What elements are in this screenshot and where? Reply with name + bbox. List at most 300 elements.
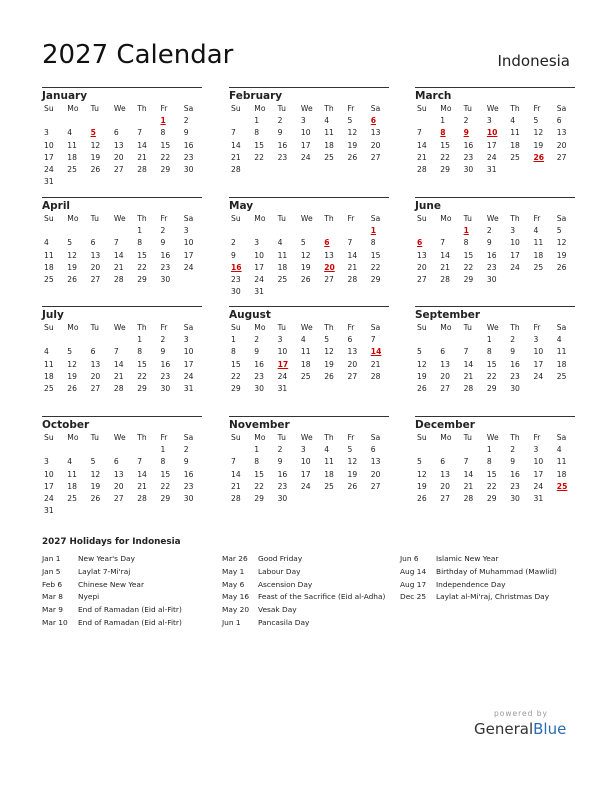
day-number: 11 [277, 250, 288, 260]
day-number: 28 [370, 371, 381, 381]
day-number: 1 [254, 445, 260, 455]
month-grid [229, 213, 389, 298]
day-number: 22 [137, 262, 147, 272]
day-number: 12 [67, 359, 77, 369]
weekday-header: Mo [254, 433, 266, 442]
day-number: 19 [347, 469, 358, 479]
day-number: 1 [440, 116, 446, 126]
month-name: January [42, 90, 88, 102]
day-number: 26 [67, 274, 77, 284]
day-number: 11 [510, 128, 520, 138]
weekday-header: Su [44, 323, 54, 332]
day-number: 20 [90, 262, 101, 272]
day-number: 8 [160, 128, 166, 138]
weekday-header: We [300, 214, 313, 223]
weekday-header: Mo [440, 104, 452, 113]
weekday-header: Tu [463, 433, 472, 442]
day-number: 19 [417, 371, 427, 381]
day-number: 23 [510, 481, 520, 491]
day-number: 29 [440, 164, 450, 174]
day-number: 15 [160, 140, 171, 150]
day-number: 22 [463, 262, 474, 272]
empty-cell [438, 334, 461, 346]
day-number: 2 [160, 335, 166, 345]
weekday-header: Tu [277, 433, 286, 442]
month-march [415, 87, 575, 176]
day-number: 7 [137, 128, 143, 138]
day-number: 5 [417, 347, 422, 357]
weekday-header: Tu [463, 323, 472, 332]
day-number: 19 [556, 250, 567, 260]
day-number: 29 [160, 164, 171, 174]
day-number: 21 [137, 152, 147, 162]
weekday-header: Tu [90, 214, 99, 223]
day-number: 10 [254, 250, 264, 260]
day-number: 13 [90, 359, 101, 369]
holiday-row [400, 579, 557, 592]
holiday-date: Feb 6 [42, 579, 63, 589]
day-number: 14 [137, 140, 147, 150]
day-number: 1 [160, 445, 166, 455]
month-october [42, 416, 202, 517]
holiday-name: New Year's Day [78, 554, 135, 563]
day-number: 13 [370, 128, 381, 138]
day-number: 16 [463, 140, 474, 150]
day-number: 25 [44, 383, 54, 393]
day-number: 4 [533, 226, 539, 236]
weekday-header: Th [137, 433, 147, 442]
holiday-name: End of Ramadan (Eid al-Fitr) [78, 605, 182, 615]
month-name: March [415, 90, 452, 102]
day-number: 11 [300, 347, 311, 357]
day-number: 6 [370, 445, 376, 455]
day-number: 21 [463, 481, 474, 491]
day-number: 18 [44, 262, 54, 272]
day-number: 12 [347, 128, 358, 138]
weekday-header: Mo [67, 214, 79, 223]
day-number: 9 [183, 457, 189, 467]
day-number: 27 [90, 383, 101, 393]
day-number: 27 [113, 493, 124, 503]
month-name: December [415, 419, 475, 431]
day-number: 22 [440, 152, 450, 162]
day-number: 11 [67, 469, 77, 479]
day-number: 10 [300, 457, 311, 467]
day-number: 14 [137, 469, 147, 479]
day-number: 20 [440, 481, 450, 491]
holiday-row [222, 566, 385, 579]
holiday-row [400, 591, 557, 604]
day-number: 8 [370, 238, 376, 248]
day-number: 29 [486, 493, 497, 503]
day-number: 11 [324, 128, 334, 138]
weekday-header: Su [231, 433, 241, 442]
day-number: 7 [137, 457, 143, 467]
weekday-header: Tu [90, 433, 99, 442]
day-number: 16 [160, 250, 171, 260]
empty-cell [89, 115, 112, 127]
month-grid [42, 213, 202, 286]
day-number: 15 [370, 250, 381, 260]
holiday-day: 9 [463, 128, 469, 138]
day-number: 24 [44, 164, 54, 174]
day-number: 3 [277, 335, 283, 345]
day-number: 13 [417, 250, 427, 260]
holiday-date: Mar 10 [42, 617, 68, 627]
day-number: 12 [90, 469, 101, 479]
day-number: 20 [113, 481, 124, 491]
holidays-title: 2027 Holidays for Indonesia [42, 537, 181, 547]
day-number: 26 [556, 262, 567, 272]
day-number: 15 [486, 469, 497, 479]
day-number: 24 [486, 152, 497, 162]
country-name: Indonesia [497, 52, 570, 70]
day-number: 23 [510, 371, 520, 381]
day-number: 4 [556, 445, 562, 455]
holiday-date: May 1 [222, 566, 245, 576]
day-number: 9 [231, 250, 236, 260]
day-number: 19 [67, 262, 77, 272]
day-number: 15 [137, 250, 147, 260]
weekday-header: We [113, 323, 126, 332]
day-number: 27 [347, 371, 358, 381]
month-may [229, 197, 389, 298]
day-number: 9 [160, 238, 166, 248]
day-number: 1 [486, 335, 492, 345]
holiday-row [222, 579, 385, 592]
month-august [229, 306, 389, 395]
month-grid [42, 432, 202, 517]
day-number: 23 [486, 262, 497, 272]
day-number: 27 [90, 274, 101, 284]
holiday-row [42, 566, 182, 579]
day-number: 2 [254, 335, 260, 345]
day-number: 6 [347, 335, 353, 345]
day-number: 3 [183, 226, 189, 236]
holiday-date: Aug 17 [400, 579, 427, 589]
empty-cell [252, 225, 275, 237]
day-number: 25 [510, 152, 520, 162]
empty-cell [42, 115, 65, 127]
empty-cell [42, 444, 65, 456]
day-number: 20 [90, 371, 101, 381]
day-number: 29 [137, 383, 147, 393]
day-number: 1 [231, 335, 236, 345]
day-number: 8 [137, 347, 143, 357]
powered-by-text: powered by [494, 709, 548, 718]
day-number: 15 [254, 469, 264, 479]
month-november [229, 416, 389, 505]
day-number: 12 [556, 238, 567, 248]
day-number: 24 [300, 481, 311, 491]
holiday-name: Feast of the Sacrifice (Eid al-Adha) [258, 592, 386, 602]
day-number: 19 [90, 152, 101, 162]
day-number: 18 [300, 359, 311, 369]
holiday-date: May 6 [222, 579, 245, 589]
day-number: 23 [254, 371, 264, 381]
holiday-day: 6 [417, 238, 423, 248]
day-number: 18 [324, 469, 334, 479]
holiday-row [222, 591, 385, 604]
day-number: 28 [137, 493, 147, 503]
month-july [42, 306, 202, 395]
weekday-header: Sa [370, 323, 381, 332]
day-number: 23 [183, 481, 194, 491]
empty-cell [65, 115, 88, 127]
day-number: 2 [463, 116, 469, 126]
day-number: 20 [370, 140, 381, 150]
day-number: 13 [113, 469, 124, 479]
day-number: 22 [160, 152, 171, 162]
day-number: 30 [510, 383, 520, 393]
day-number: 7 [417, 128, 422, 138]
day-number: 6 [556, 116, 562, 126]
month-grid [415, 322, 575, 395]
month-grid [42, 322, 202, 395]
holiday-name: Laylat 7-Mi'raj [78, 566, 131, 576]
empty-cell [415, 444, 438, 456]
day-number: 30 [463, 164, 474, 174]
weekday-header: Mo [67, 323, 79, 332]
day-number: 11 [556, 457, 567, 467]
holiday-day: 1 [160, 116, 166, 126]
day-number: 7 [231, 128, 236, 138]
day-number: 14 [113, 250, 124, 260]
empty-cell [229, 444, 252, 456]
weekday-header: Mo [67, 104, 79, 113]
day-number: 30 [160, 383, 171, 393]
day-number: 7 [231, 457, 236, 467]
day-number: 22 [486, 371, 497, 381]
holiday-row [42, 579, 182, 592]
weekday-header: Mo [254, 214, 266, 223]
day-number: 28 [137, 164, 147, 174]
weekday-header: Th [324, 323, 334, 332]
day-number: 17 [510, 250, 520, 260]
day-number: 29 [370, 274, 381, 284]
weekday-header: Fr [160, 323, 168, 332]
day-number: 12 [347, 457, 358, 467]
day-number: 25 [324, 152, 334, 162]
day-number: 5 [347, 116, 353, 126]
weekday-header: We [300, 433, 313, 442]
day-number: 15 [486, 359, 497, 369]
day-number: 30 [486, 274, 497, 284]
empty-cell [135, 444, 158, 456]
day-number: 24 [533, 481, 544, 491]
day-number: 17 [44, 481, 54, 491]
holiday-day: 25 [556, 481, 568, 491]
day-number: 10 [300, 128, 311, 138]
day-number: 16 [510, 469, 520, 479]
day-number: 14 [113, 359, 124, 369]
day-number: 2 [183, 445, 189, 455]
day-number: 5 [67, 238, 73, 248]
weekday-header: Th [324, 104, 334, 113]
day-number: 26 [67, 383, 77, 393]
day-number: 13 [324, 250, 334, 260]
month-name: May [229, 200, 254, 212]
day-number: 19 [67, 371, 77, 381]
holiday-date: Mar 8 [42, 592, 63, 602]
day-number: 6 [440, 457, 446, 467]
day-number: 18 [533, 250, 544, 260]
generalblue-logo [474, 720, 566, 738]
day-number: 25 [533, 262, 544, 272]
day-number: 9 [277, 128, 283, 138]
day-number: 2 [231, 238, 236, 248]
day-number: 3 [486, 116, 492, 126]
empty-cell [462, 334, 485, 346]
day-number: 21 [113, 262, 124, 272]
day-number: 25 [67, 493, 77, 503]
day-number: 1 [486, 445, 492, 455]
weekday-header: Mo [440, 323, 452, 332]
empty-cell [415, 225, 438, 237]
weekday-header: Fr [533, 323, 541, 332]
day-number: 5 [67, 347, 73, 357]
weekday-header: Su [231, 323, 241, 332]
day-number: 17 [300, 469, 311, 479]
day-number: 19 [347, 140, 358, 150]
weekday-header: Su [44, 433, 54, 442]
day-number: 17 [486, 140, 497, 150]
day-number: 17 [300, 140, 311, 150]
day-number: 5 [90, 457, 96, 467]
day-number: 30 [231, 287, 241, 297]
empty-cell [229, 115, 252, 127]
day-number: 8 [254, 457, 260, 467]
day-number: 4 [300, 335, 306, 345]
holiday-name: Vesak Day [258, 605, 297, 615]
brand-general: General [474, 720, 534, 738]
month-grid [415, 103, 575, 176]
day-number: 12 [90, 140, 101, 150]
day-number: 7 [463, 457, 469, 467]
day-number: 24 [183, 371, 194, 381]
day-number: 29 [231, 383, 241, 393]
weekday-header: We [486, 433, 499, 442]
day-number: 10 [277, 347, 288, 357]
day-number: 28 [231, 493, 241, 503]
day-number: 3 [44, 457, 49, 467]
empty-cell [89, 225, 112, 237]
day-number: 2 [277, 116, 283, 126]
weekday-header: Fr [533, 104, 541, 113]
day-number: 16 [277, 140, 288, 150]
weekday-header: Sa [556, 433, 567, 442]
day-number: 24 [533, 371, 544, 381]
day-number: 5 [417, 457, 422, 467]
month-name: April [42, 200, 71, 212]
day-number: 5 [324, 335, 330, 345]
holiday-date: May 20 [222, 605, 250, 615]
month-name: October [42, 419, 90, 431]
holiday-name: Pancasila Day [258, 617, 310, 627]
day-number: 3 [533, 445, 539, 455]
day-number: 25 [556, 371, 567, 381]
day-number: 21 [113, 371, 124, 381]
month-name: November [229, 419, 290, 431]
weekday-header: Sa [556, 104, 567, 113]
day-number: 9 [183, 128, 189, 138]
holiday-name: Nyepi [78, 592, 100, 602]
empty-cell [112, 444, 135, 456]
day-number: 31 [254, 287, 264, 297]
empty-cell [345, 225, 368, 237]
day-number: 17 [44, 152, 54, 162]
holiday-name: Laylat al-Mi'raj, Christmas Day [436, 592, 550, 602]
day-number: 29 [254, 493, 264, 503]
empty-cell [112, 115, 135, 127]
weekday-header: Th [324, 214, 334, 223]
day-number: 19 [90, 481, 101, 491]
empty-cell [89, 334, 112, 346]
day-number: 20 [370, 469, 381, 479]
day-number: 12 [533, 128, 544, 138]
weekday-header: Su [231, 214, 241, 223]
day-number: 21 [417, 152, 427, 162]
day-number: 9 [277, 457, 283, 467]
day-number: 10 [183, 238, 194, 248]
day-number: 18 [44, 371, 54, 381]
day-number: 9 [486, 238, 492, 248]
day-number: 30 [254, 383, 264, 393]
day-number: 11 [44, 359, 54, 369]
day-number: 21 [440, 262, 450, 272]
holiday-day: 20 [324, 262, 335, 272]
weekday-header: Sa [370, 214, 381, 223]
day-number: 13 [556, 128, 567, 138]
day-number: 27 [324, 274, 334, 284]
holiday-row [222, 604, 385, 617]
weekday-header: Tu [463, 214, 472, 223]
day-number: 16 [486, 250, 497, 260]
day-number: 8 [231, 347, 236, 357]
empty-cell [462, 444, 485, 456]
day-number: 4 [67, 128, 73, 138]
day-number: 20 [440, 371, 450, 381]
holiday-column [222, 553, 385, 630]
day-number: 2 [160, 226, 166, 236]
weekday-header: We [113, 214, 126, 223]
day-number: 30 [183, 164, 194, 174]
weekday-header: Su [417, 214, 427, 223]
day-number: 29 [160, 493, 171, 503]
weekday-header: Su [417, 323, 427, 332]
weekday-header: Sa [556, 323, 567, 332]
day-number: 23 [463, 152, 474, 162]
day-number: 31 [183, 383, 194, 393]
day-number: 20 [417, 262, 427, 272]
day-number: 19 [417, 481, 427, 491]
day-number: 22 [254, 481, 264, 491]
day-number: 29 [486, 383, 497, 393]
weekday-header: Fr [347, 104, 355, 113]
weekday-header: We [300, 323, 313, 332]
day-number: 18 [67, 152, 77, 162]
empty-cell [438, 225, 461, 237]
day-number: 8 [160, 457, 166, 467]
day-number: 2 [510, 335, 516, 345]
weekday-header: Mo [440, 214, 452, 223]
day-number: 8 [486, 457, 492, 467]
day-number: 19 [324, 359, 334, 369]
day-number: 25 [277, 274, 288, 284]
weekday-header: Tu [277, 323, 286, 332]
day-number: 12 [67, 250, 77, 260]
day-number: 13 [440, 469, 450, 479]
